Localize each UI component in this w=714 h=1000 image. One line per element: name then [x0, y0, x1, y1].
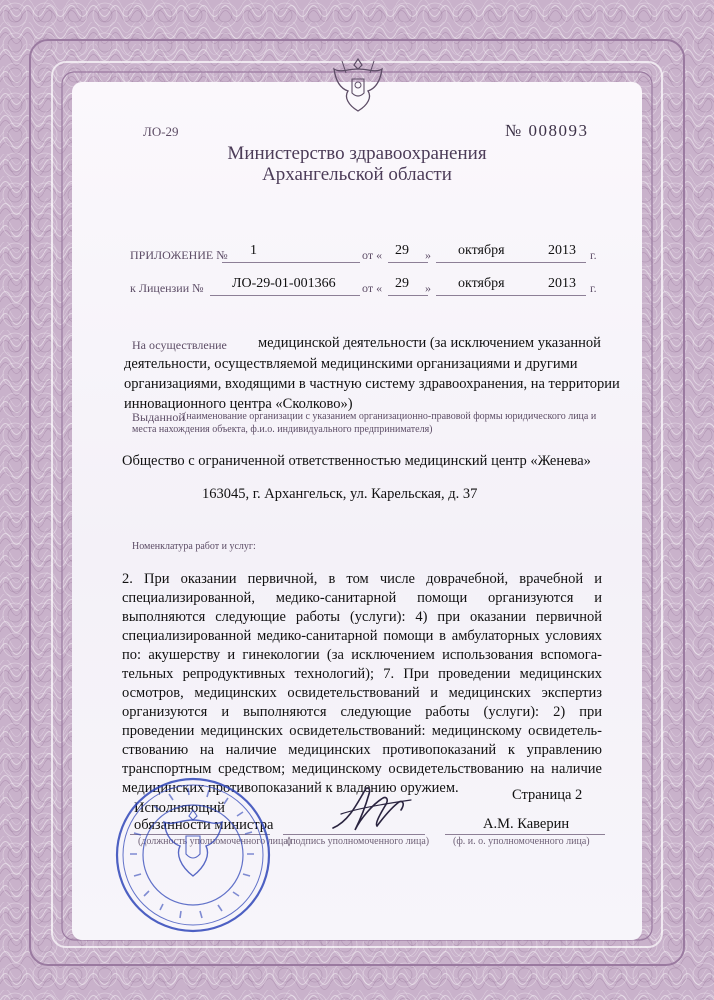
appendix-date-underline [436, 262, 586, 263]
official-seal-stamp [114, 776, 272, 934]
signer-position-caption: (должность уполномоченного лица) [138, 836, 292, 847]
signer-name-caption: (ф. и. о. уполномоченного лица) [453, 836, 590, 847]
appendix-day-close: » [425, 248, 431, 262]
activity-text-line3: организациями, входящими в частную систему здравоохранения, на территории [124, 376, 620, 392]
license-ref-number: ЛО-29-01-001366 [232, 276, 336, 291]
license-ref-year: 2013 [548, 276, 576, 291]
nomenclature-line: 2. При оказании первичной, в том числе доврачебной, врачебной и [122, 571, 602, 587]
issued-note-line1: (наименование организации с указанием организационно-правовой формы юридического лица и [183, 411, 597, 422]
license-ref-year-suffix: г. [590, 281, 597, 295]
issued-label: Выданной [132, 410, 185, 424]
appendix-from-label: от « [362, 248, 383, 262]
nomenclature-line: выполняются следующие работы (услуги): 4) при оказании первичной [122, 609, 602, 625]
signer-position-line1: Исполняющий [134, 800, 225, 816]
ministry-name-line2: Архангельской области [262, 164, 452, 185]
license-series: ЛО-29 [143, 124, 179, 139]
license-ref-day-close: » [425, 281, 431, 295]
nomenclature-label: Номенклатура работ и услуг: [132, 541, 256, 552]
license-ref-from-label: от « [362, 281, 383, 295]
activity-label: На осуществление [132, 338, 227, 352]
signature-underline [283, 834, 425, 835]
appendix-day-underline [388, 262, 428, 263]
license-ref-label: к Лицензии № [130, 281, 204, 295]
organization-address: 163045, г. Архангельск, ул. Карельская, д. 37 [202, 486, 478, 502]
nomenclature-line: организуются и выполняются следующие работы (услуги): 2) при [122, 704, 602, 720]
appendix-label: ПРИЛОЖЕНИЕ № [130, 248, 228, 262]
license-ref-month: октября [458, 276, 505, 291]
appendix-number: 1 [250, 243, 257, 258]
activity-text-line1: медицинской деятельности (за исключением указанной [258, 335, 601, 351]
appendix-month: октября [458, 243, 505, 258]
activity-text-line2: деятельности, осуществляемой медицинскими организациями и другими [124, 356, 578, 372]
nomenclature-line: осмотров, медицинских освидетельствований и медицинских экспертиз [122, 685, 602, 701]
license-form-number: № 008093 [505, 121, 589, 140]
coat-of-arms-icon [330, 55, 386, 117]
signer-name: А.М. Каверин [483, 816, 570, 832]
license-ref-date-underline [436, 295, 586, 296]
activity-text-line4: инновационного центра «Сколково») [124, 396, 353, 412]
appendix-year-suffix: г. [590, 248, 597, 262]
nomenclature-line: специализированной медико-санитарной помощи в амбулаторных условиях [122, 628, 602, 644]
nomenclature-line: проведении медицинских освидетельствований: медицинскому освидетель- [122, 723, 602, 739]
nomenclature-line: медицинских противопоказаний к владению оружием. [122, 780, 459, 796]
organization-name: Общество с ограниченной ответственностью медицинский центр «Женева» [122, 453, 591, 469]
appendix-year: 2013 [548, 243, 576, 258]
nomenclature-line: по: акушерству и гинекологии (за исключением использования вспомога- [122, 647, 602, 663]
appendix-number-underline [222, 262, 360, 263]
signature-caption: (подпись уполномоченного лица) [287, 836, 430, 847]
page-label: Страница 2 [512, 787, 583, 803]
appendix-day: 29 [395, 243, 409, 258]
nomenclature-line: тельных репродуктивных технологий); 7. При проведении медицинских [122, 666, 602, 682]
issued-note-line2: места нахождения объекта, ф.и.о. индивидуального предпринимателя) [132, 424, 433, 435]
license-ref-day: 29 [395, 276, 409, 291]
nomenclature-line: транспортным средством; медицинскому освидетельствованию на наличие [122, 761, 602, 777]
ministry-name-line1: Министерство здравоохранения [227, 143, 487, 164]
signer-name-underline [445, 834, 605, 835]
nomenclature-line: ствованию на наличие медицинских противопоказаний к управлению [122, 742, 602, 758]
license-ref-number-underline [210, 295, 360, 296]
nomenclature-line: специализированной, медико-санитарной помощи организуются и [122, 590, 602, 606]
signer-position-line2: обязанности министра [134, 817, 274, 833]
license-ref-day-underline [388, 295, 428, 296]
